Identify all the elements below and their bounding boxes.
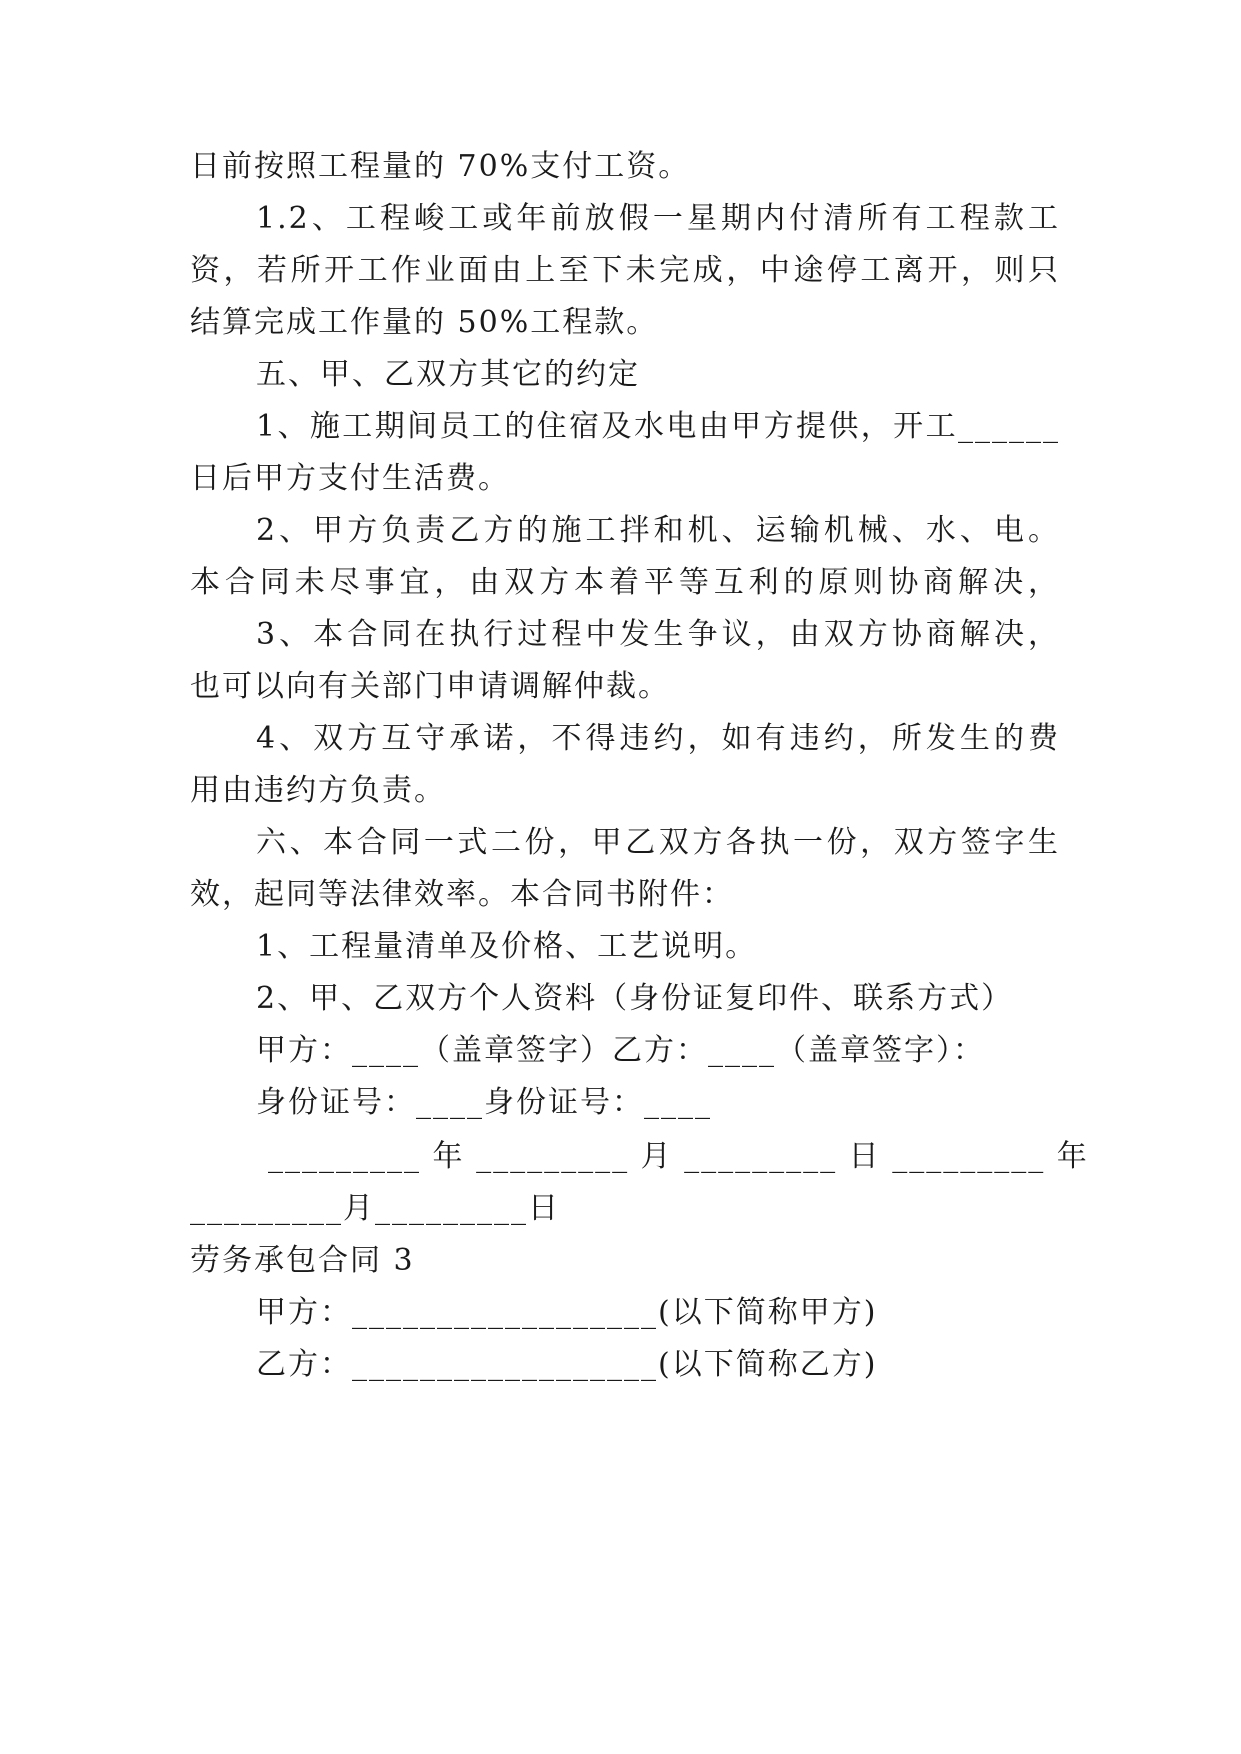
date-line-1: _________ 年 _________ 月 _________ 日 _________ 年 — [268, 1139, 1089, 1174]
text-line-3: 资，若所开工作业面由上至下未完成，中途停工离开，则只 — [190, 253, 1060, 288]
text-line-4: 结算完成工作量的 50%工程款。 — [190, 305, 659, 340]
text-line-11: 也可以向有关部门申请调解仲裁。 — [190, 669, 670, 704]
contract-title: 劳务承包合同 3 — [190, 1243, 415, 1278]
section-heading-5: 五、甲、乙双方其它的约定 — [256, 357, 640, 392]
text-line-16: 1、工程量清单及价格、工艺说明。 — [256, 929, 758, 964]
text-line-17: 2、甲、乙双方个人资料（身份证复印件、联系方式） — [256, 981, 1014, 1016]
text-line-2: 1.2、工程峻工或年前放假一星期内付清所有工程款工 — [256, 201, 1060, 236]
signature-line: 甲方：____（盖章签字）乙方：____（盖章签字）： — [256, 1033, 985, 1068]
text-line-1: 日前按照工程量的 70%支付工资。 — [190, 149, 691, 184]
text-line-12: 4、双方互守承诺，不得违约，如有违约，所发生的费 — [256, 721, 1060, 756]
party-a-line: 甲方：__________________(以下简称甲方) — [256, 1295, 878, 1330]
date-line-2: _________月_________日 — [190, 1191, 560, 1226]
id-number-line: 身份证号：____身份证号：____ — [256, 1085, 712, 1120]
text-line-13: 用由违约方负责。 — [190, 773, 446, 808]
text-line-6: 1、施工期间员工的住宿及水电由甲方提供，开工______ — [256, 409, 1060, 444]
party-b-line: 乙方：__________________(以下简称乙方) — [256, 1347, 878, 1382]
text-line-14: 六、本合同一式二份，甲乙双方各执一份，双方签字生 — [256, 825, 1060, 860]
text-line-8: 2、甲方负责乙方的施工拌和机、运输机械、水、电。 — [256, 513, 1060, 548]
text-line-7: 日后甲方支付生活费。 — [190, 461, 510, 496]
text-line-10: 3、本合同在执行过程中发生争议，由双方协商解决， — [256, 617, 1060, 652]
text-line-15: 效，起同等法律效率。本合同书附件： — [190, 877, 734, 912]
text-line-9: 本合同未尽事宜，由双方本着平等互利的原则协商解决， — [190, 565, 1060, 600]
